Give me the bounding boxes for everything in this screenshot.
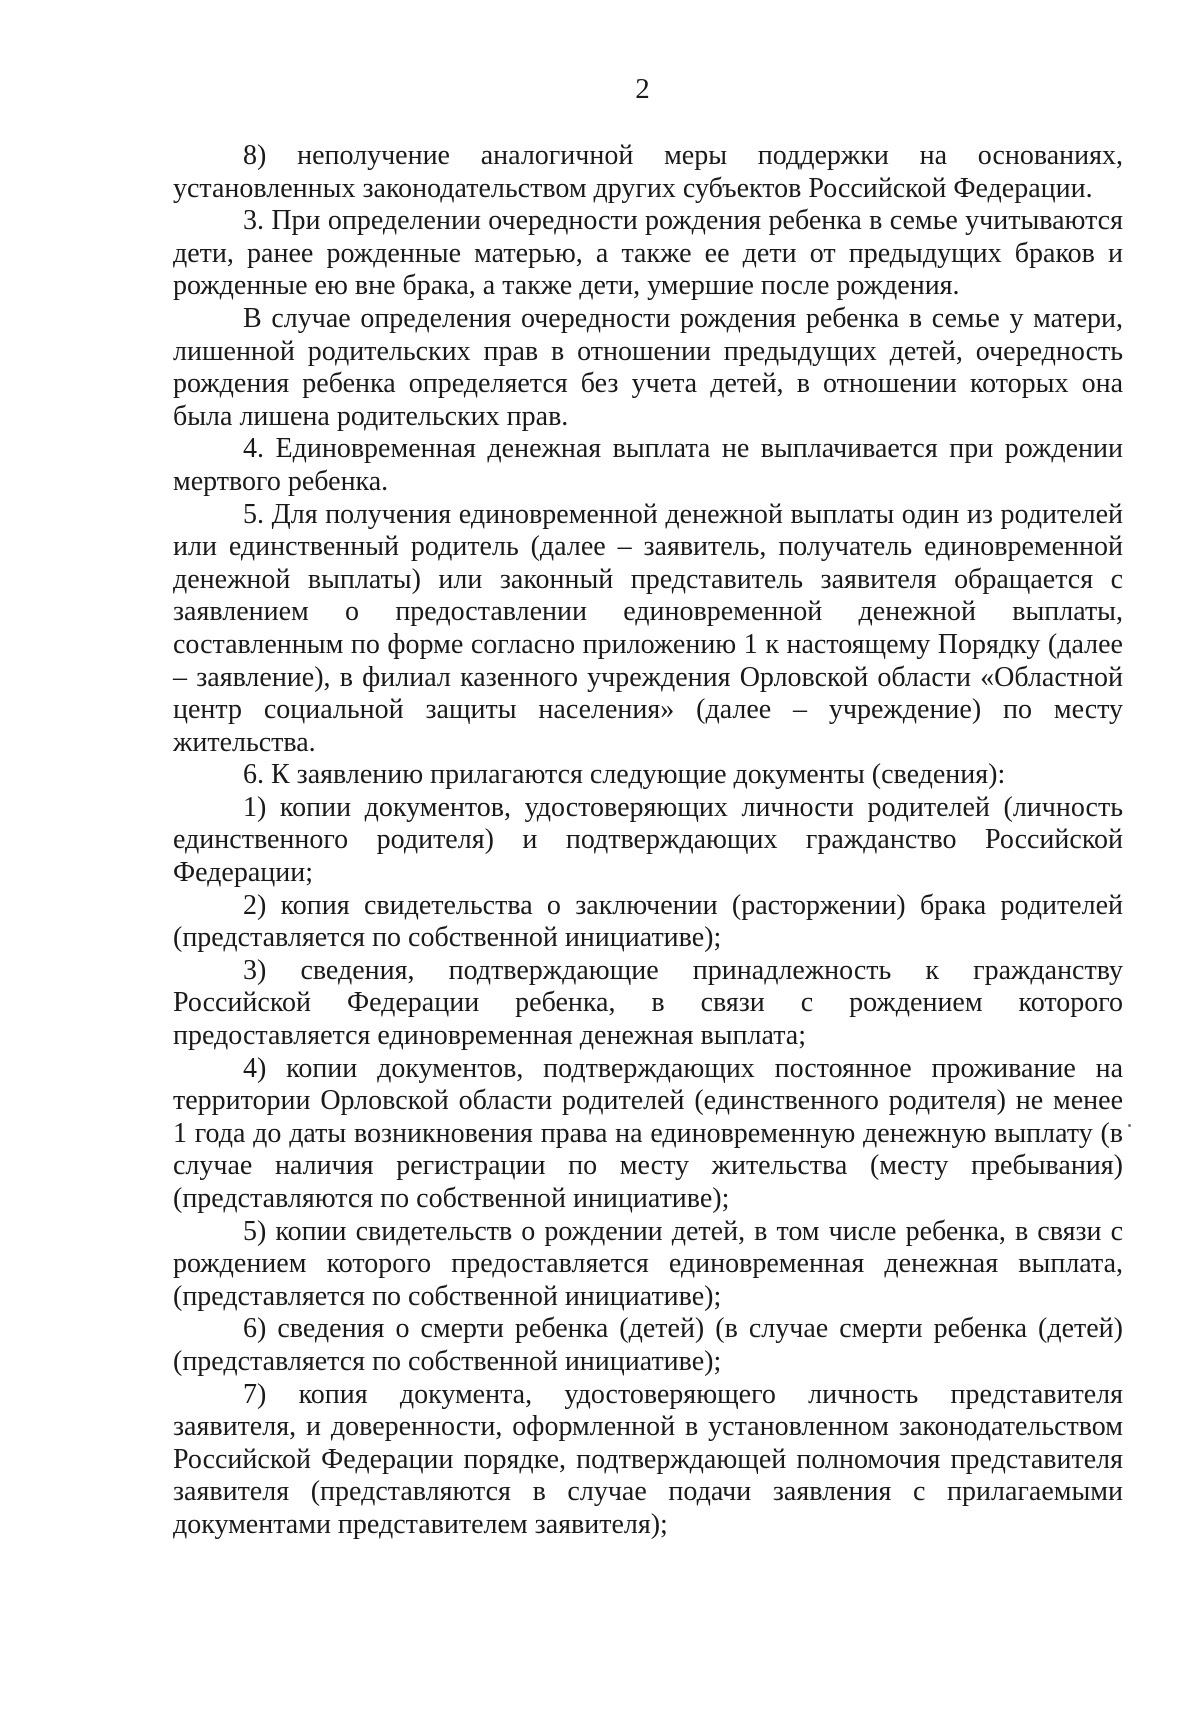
paragraph-item-8: 8) неполучение аналогичной меры поддержки на основаниях, установленных законодательством других субъектов Российской Федерации. — [173, 140, 1123, 204]
paragraph-section-4: 4. Единовременная денежная выплата не выплачивается при рождении мертвого ребенка. — [173, 433, 1123, 497]
paragraph-item-7: 7) копия документа, удостоверяющего личность представителя заявителя, и доверенности, оформленной в установленном законодательством Российской Федерации порядке, подтверждающей полномочия представителя заявителя (представляются в случае подачи заявления с прилагаемыми документами представителем заявителя); — [173, 1378, 1123, 1540]
document-body — [173, 140, 1123, 1542]
paragraph-section-3: 3. При определении очередности рождения ребенка в семье учитываются дети, ранее рожденные матерью, а также ее дети от предыдущих браков и рожденные ею вне брака, а также дети, умершие после рождения. — [173, 205, 1123, 302]
paragraph-section-6: 6. К заявлению прилагаются следующие документы (сведения): — [243, 759, 1006, 791]
page-number: 2 — [635, 73, 650, 105]
paragraph-item-4: 4) копии документов, подтверждающих постоянное проживание на территории Орловской области родителей (единственного родителя) не менее 1 года до даты возникновения права на единовременную денежную выплату (в случае наличия регистрации по месту жительства (месту пребывания) (представляются по собственной инициативе); — [173, 1052, 1123, 1214]
paragraph-section-5: 5. Для получения единовременной денежной выплаты один из родителей или единственный родитель (далее – заявитель, получатель единовременной денежной выплаты) или законный представитель заявителя обращается с заявлением о предоставлении единовременной денежной выплаты, составленным по форме согласно приложению 1 к настоящему Порядку (далее – заявление), в филиал казенного учреждения Орловской области «Областной центр социальной защиты населения» (далее – учреждение) по месту жительства. — [173, 498, 1123, 758]
paragraph-item-2: 2) копия свидетельства о заключении (расторжении) брака родителей (представляется по собственной инициативе); — [173, 889, 1123, 954]
paragraph-section-3-deprived-rights: В случае определения очередности рождения ребенка в семье у матери, лишенной родительских прав в отношении предыдущих детей, очередность рождения ребенка определяется без учета детей, в отношении которых она была лишена родительских прав. — [173, 302, 1123, 432]
scan-speck — [1128, 1124, 1131, 1127]
paragraph-item-5: 5) копии свидетельств о рождении детей, в том числе ребенка, в связи с рождением которого предоставляется единовременная денежная выплата, (представляется по собственной инициативе); — [173, 1215, 1123, 1312]
paragraph-item-6: 6) сведения о смерти ребенка (детей) (в случае смерти ребенка (детей) (представляется по собственной инициативе); — [173, 1313, 1123, 1377]
paragraph-item-3: 3) сведения, подтверждающие принадлежность к гражданству Российской Федерации ребенка, в связи с рождением которого предоставляется единовременная денежная выплата; — [173, 954, 1123, 1052]
paragraph-item-1: 1) копии документов, удостоверяющих личности родителей (личность единственного родителя) и подтверждающих гражданство Российской Федерации; — [173, 791, 1123, 889]
